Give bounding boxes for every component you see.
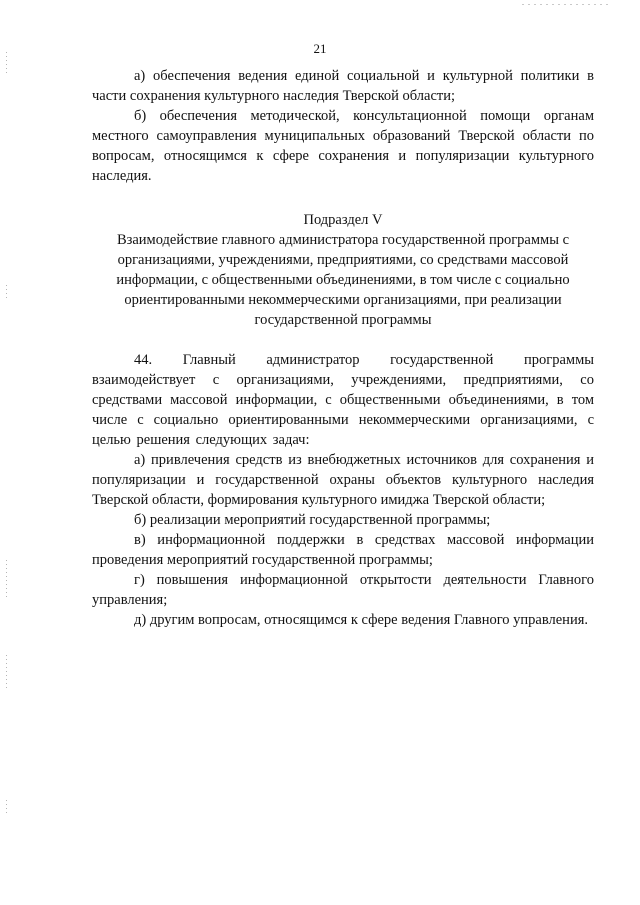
subsection-heading (92, 210, 594, 330)
scan-artifact-left-5 (6, 800, 7, 814)
document-body (92, 66, 594, 630)
subsection-title-line-4: ориентированными некоммерческими организациями, при реализации (124, 292, 562, 308)
scan-artifact-left-4 (6, 655, 7, 689)
subsection-title-line-3: информации, с общественными объединениями, в том числе с социально (116, 272, 570, 288)
subsection-title-line-1: Взаимодействие главного администратора государственной программы с (116, 232, 570, 248)
clause-44-item-d: д) другим вопросам, относящимся к сфере ведения Главного управления. (134, 612, 588, 628)
clause-44-item-b: б) реализации мероприятий государственной программы; (134, 512, 491, 528)
intro-item-a: а) обеспечения ведения единой социальной и культурной политики в части сохранения культурного наследия Тверской области; (92, 68, 594, 104)
scan-artifact-top (522, 4, 612, 5)
subsection-label: Подраздел V (303, 212, 383, 228)
clause-44-item-a: а) привлечения средств из внебюджетных источников для сохранения и популяризации и государственной охраны объектов культурного наследия Тверской области, формирования культурного имиджа Тверской области; (92, 452, 594, 508)
clause-44-item-v: в) информационной поддержки в средствах массовой информации проведения мероприятий государственной программы; (92, 532, 594, 568)
intro-item-b: б) обеспечения методической, консультационной помощи органам местного самоуправления муниципальных образований Тверской области по вопросам, относящимся к сфере сохранения и популяризации культурного наследия. (92, 108, 594, 184)
subsection-title-line-2: организациями, учреждениями, предприятиями, со средствами массовой (117, 252, 569, 268)
page-number: 21 (313, 41, 327, 56)
subsection-title-line-5: государственной программы (254, 312, 432, 328)
clause-44: 44. Главный администратор государственной программы взаимодействует с организациями, учреждениями, предприятиями, со средствами массовой информации, с общественными объединениями, в том числе с социально ориентированными некоммерческими организациями, с целью решения следующих задач: (92, 352, 594, 448)
scan-artifact-left-3 (6, 560, 7, 600)
section-spacer (92, 330, 594, 350)
scan-artifact-left-2 (6, 285, 7, 301)
clause-44-item-g: г) повышения информационной открытости деятельности Главного управления; (92, 572, 594, 608)
